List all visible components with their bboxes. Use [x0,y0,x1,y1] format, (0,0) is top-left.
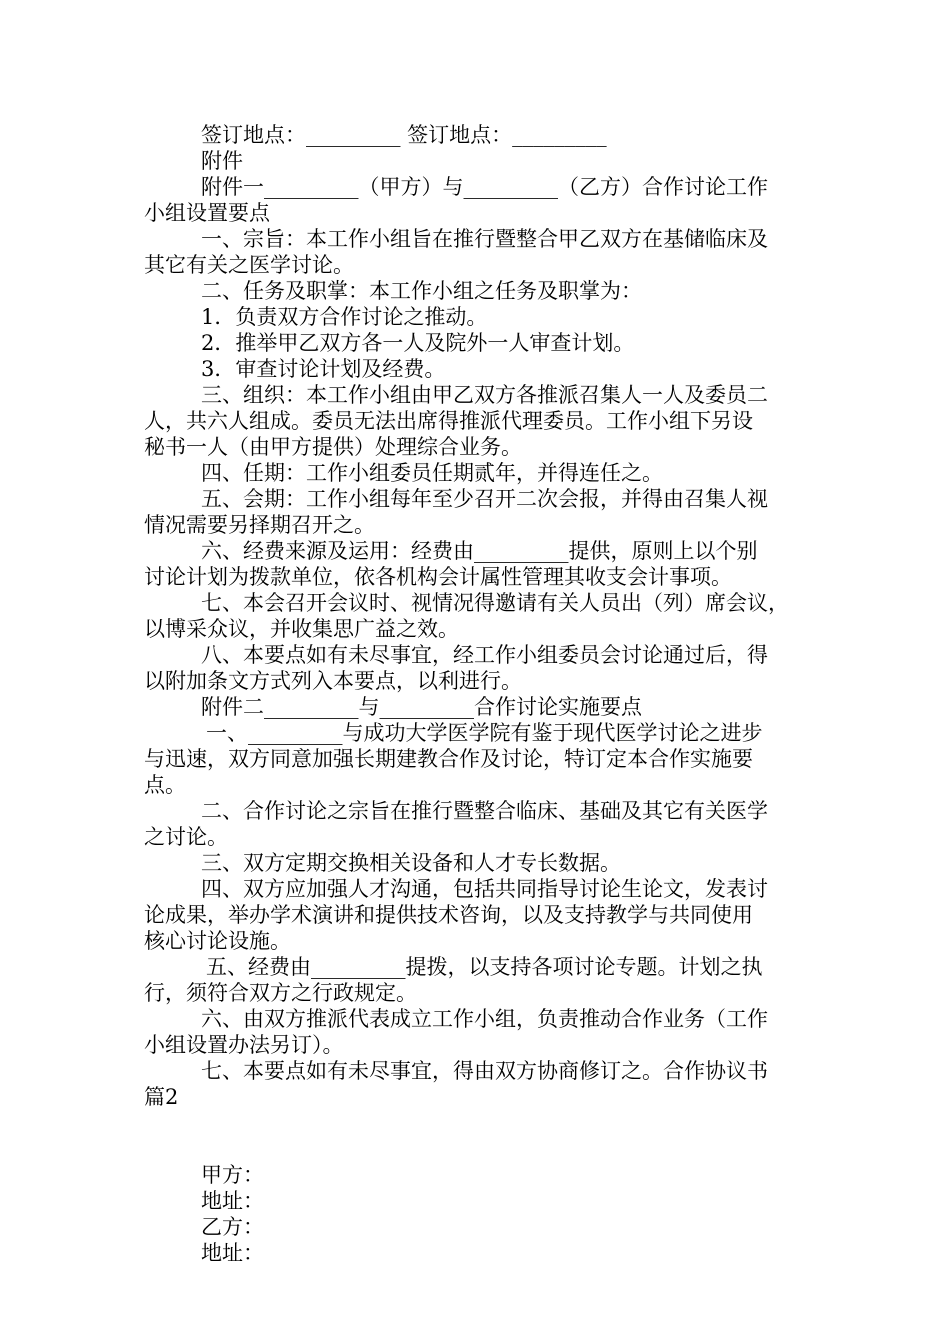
text-line: 1．负责双方合作讨论之推动。 [201,305,488,329]
text-line: 一、_________与成功大学医学院有鉴于现代医学讨论之进步 [206,721,763,745]
text-line: 七、本会召开会议时、视情况得邀请有关人员出（列）席会议， [201,591,789,615]
text-line: 人，共六人组成。委员无法出席得推派代理委员。工作小组下另设 [144,409,753,433]
text-line: 三、双方定期交换相关设备和人才专长数据。 [201,851,621,875]
text-line: 2．推举甲乙双方各一人及院外一人审查计划。 [201,331,635,355]
text-line: 秘书一人（由甲方提供）处理综合业务。 [144,435,522,459]
text-line: 附件 [201,149,243,173]
text-line: 其它有关之医学讨论。 [144,253,354,277]
text-line: 小组设置办法另订）。 [144,1033,344,1057]
text-line: 三、组织：本工作小组由甲乙双方各推派召集人一人及委员二 [201,383,768,407]
text-line: 六、经费来源及运用：经费由_________提供，原则上以个别 [201,539,758,563]
text-line: 篇2 [144,1085,179,1109]
text-line: 行，须符合双方之行政规定。 [144,981,417,1005]
text-line: 论成果，举办学术演讲和提供技术咨询，以及支持教学与共同使用 [144,903,753,927]
text-line: 点。 [144,773,186,797]
text-line: 五、经费由_________提拨，以支持各项讨论专题。计划之执 [206,955,763,979]
text-line: 以附加条文方式列入本要点，以利进行。 [144,669,522,693]
text-line: 之讨论。 [144,825,228,849]
text-line: 附件一_________（甲方）与_________（乙方）合作讨论工作 [201,175,768,199]
text-line: 与迅速，双方同意加强长期建教合作及讨论，特订定本合作实施要 [144,747,753,771]
text-line: 八、本要点如有未尽事宜，经工作小组委员会讨论通过后，得 [201,643,768,667]
text-line: 甲方： [201,1163,264,1187]
blank-line [144,1136,814,1162]
text-line: 地址： [201,1241,264,1265]
text-line: 情况需要另择期召开之。 [144,513,375,537]
text-line: 附件二_________与_________合作讨论实施要点 [201,695,642,719]
text-line: 四、双方应加强人才沟通，包括共同指导讨论生论文，发表讨 [201,877,768,901]
text-line: 四、任期：工作小组委员任期贰年，并得连任之。 [201,461,663,485]
text-line: 一、宗旨：本工作小组旨在推行暨整合甲乙双方在基储临床及 [201,227,768,251]
blank-line [144,1110,814,1136]
document-page [144,122,814,1266]
text-line: 讨论计划为拨款单位，依各机构会计属性管理其收支会计事项。 [144,565,732,589]
text-line: 七、本要点如有未尽事宜，得由双方协商修订之。合作协议书 [201,1059,768,1083]
text-line: 地址： [201,1189,264,1213]
text-line: 以博采众议，并收集思广益之效。 [144,617,459,641]
text-line: 五、会期：工作小组每年至少召开二次会报，并得由召集人视 [201,487,768,511]
text-line: 二、任务及职掌：本工作小组之任务及职掌为： [201,279,642,303]
text-line: 乙方： [201,1215,264,1239]
text-line: 核心讨论设施。 [144,929,291,953]
text-line: 签订地点：_________ 签订地点：_________ [201,123,607,147]
text-line: 六、由双方推派代表成立工作小组，负责推动合作业务（工作 [201,1007,768,1031]
text-line: 3．审查讨论计划及经费。 [201,357,446,381]
text-line: 二、合作讨论之宗旨在推行暨整合临床、基础及其它有关医学 [201,799,768,823]
text-line: 小组设置要点 [144,201,270,225]
